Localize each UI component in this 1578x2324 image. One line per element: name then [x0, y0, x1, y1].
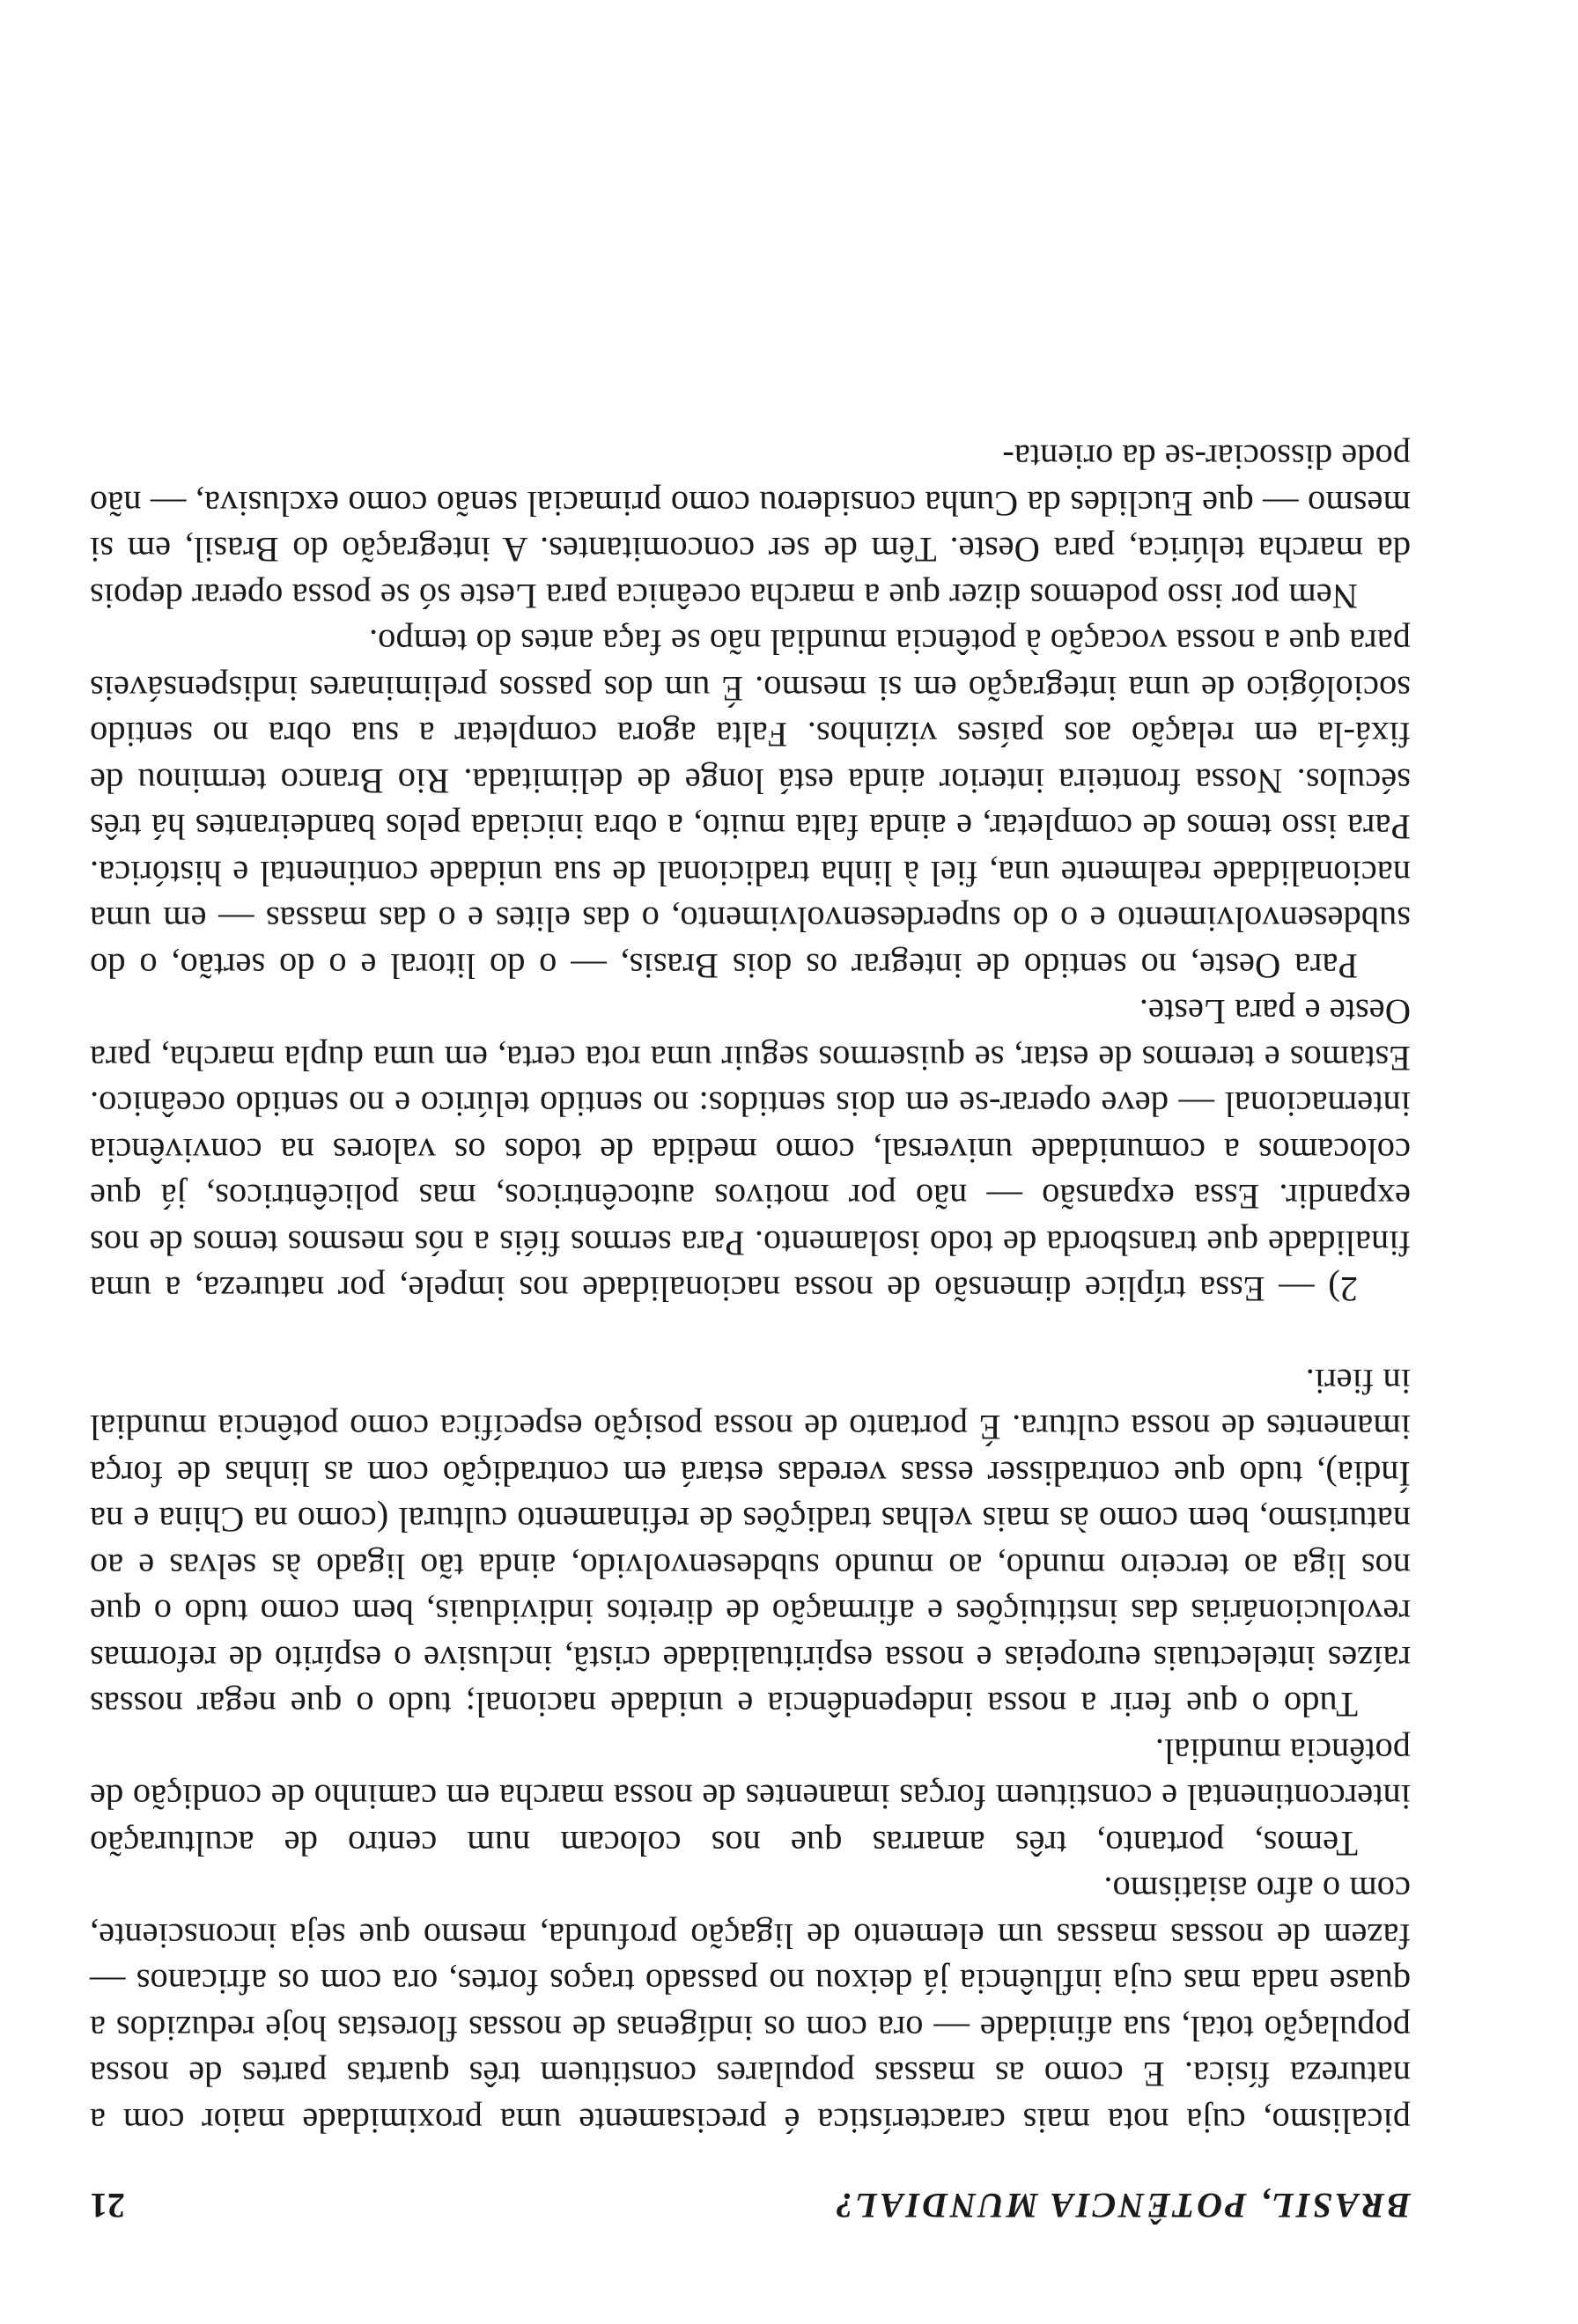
paragraph-6: Nem por isso podemos dizer que a marcha oceânica para Leste só se possa operar depois da marcha telúrica, para Oeste. Têm de ser concomitantes. A integração do Brasil, em si mesmo — que Euclides da Cunha considerou como primacial senão como exclusiva, — não pode dissociar-se da orienta-: [90, 438, 1411, 616]
body-text: [90, 434, 1411, 2144]
paragraph-5: Para Oeste, no sentido de integrar os dois Brasis, — o do litoral e o do sertão, o do subdesenvolvimento e o do superdesenvolvimento, o das elites e o das massas — em uma nacionalidade realmente una, fiel à linha tradicional de sua unidade continental e histórica. Para isso temos de completar, e ainda falta muito, a obra iniciada pelos bandeirantes há três séculos. Nossa fronteira interior ainda está longe de delimitada. Rio Branco terminou de fixá-la em relação aos países vizinhos. Falta agora completar a sua obra no sentido sociológico de uma integração em si mesmo. É um dos passos preliminares indispensáveis para que a nossa vocação à potência mundial não se faça antes do tempo.: [90, 622, 1411, 986]
paragraph-4: 2) — Essa tríplice dimensão de nossa nacionalidade nos impele, por natureza, a uma finalidade que transborda de todo isolamento. Para sermos fiéis a nós mesmos temos de nos expandir. Essa expansão — não por motivos autocêntricos, mas policêntricos, já que colocamos a comunidade universal, como medida de todos os valores na convivência internacional — deve operar-se em dois sentidos: no sentido telúrico e no sentido oceânico. Estamos e teremos de estar, se quisermos seguir uma rota certa, em uma dupla marcha, para Oeste e para Leste.: [90, 992, 1411, 1310]
running-title: BRASIL, POTÊNCIA MUNDIAL?: [832, 2186, 1411, 2225]
running-head: [90, 2179, 1411, 2232]
paragraph-1: picalismo, cuja nota mais característica é precisamente uma proximidade maior com a natureza física. E como as massas populares constituem três quartas partes de nossa população total, sua afinidade — ora com os indígenas de nossas florestas hoje reduzidos a quase nada mas cuja influência já deixou no passado traços fortes, ora com os africanos — fazem de nossas massas um elemento de ligação profunda, mesmo que seja inconsciente, com o afro asiatismo.: [90, 1870, 1411, 2141]
paragraph-2: Temos, portanto, três amarras que nos colocam num centro de aculturação intercontinental e constituem forças imanentes de nossa marcha em caminho de condição de potência mundial.: [90, 1732, 1411, 1864]
page-number: 21: [90, 2186, 125, 2225]
section-gap: [90, 1313, 1411, 1358]
paragraph-3: Tudo o que ferir a nossa independência e unidade nacional; tudo o que negar nossas raízes intelectuais europeias e nossa espiritualidade cristã, inclusive o espírito de reformas revolucionárias das instituições e afirmação de direitos individuais, bem como tudo o que nos liga ao terceiro mundo, ao mundo subdesenvolvido, ainda tão ligado às selvas e ao naturismo, bem como às mais velhas tradições de refinamento cultural (como na China e na Índia), tudo que contradisser essas veredas estará em contradição com as linhas de força imanentes de nossa cultura. É portanto de nossa posição específica como potência mundial in fieri.: [90, 1362, 1411, 1725]
